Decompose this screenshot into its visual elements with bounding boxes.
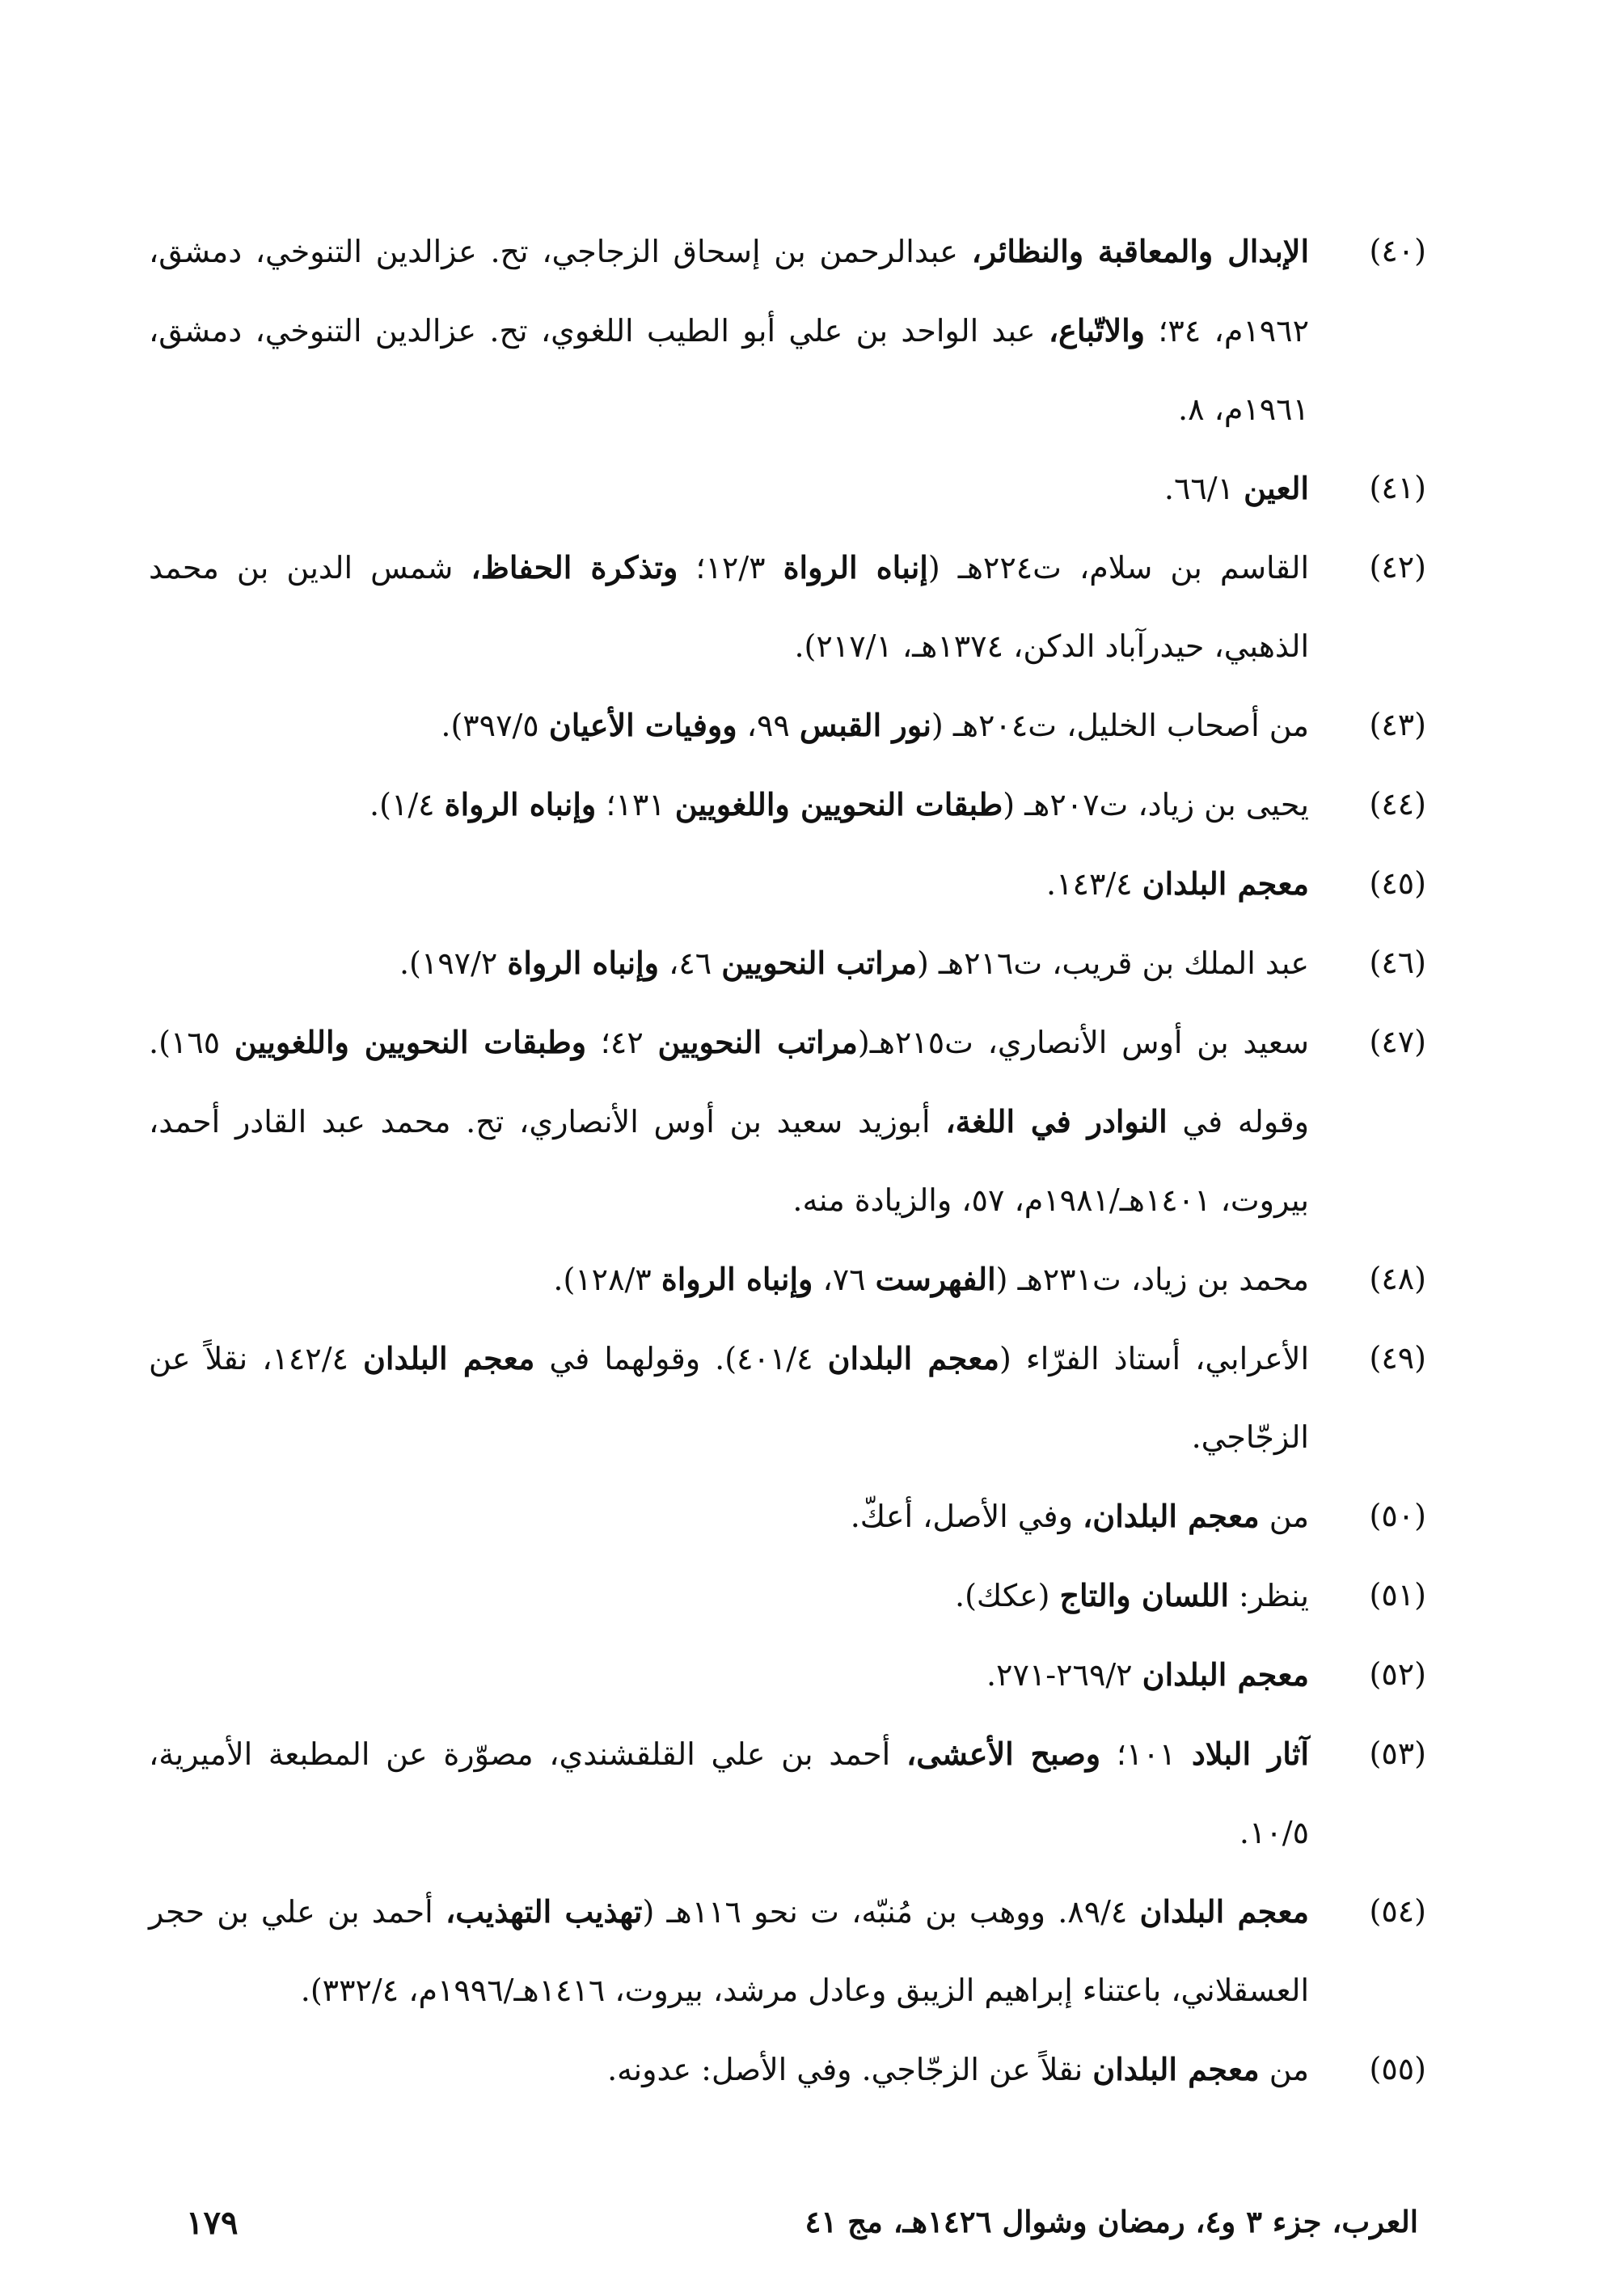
footnote-text [1046, 866, 1309, 902]
footnote-segment: شمس الدين بن محمد الذهبي، حيدرآباد الدكن، ١٣٧٤هـ، ٢١٧/١). [149, 550, 1309, 664]
source-title: مراتب النحويين [657, 1024, 858, 1060]
footnote-segment: ٦٦/١. [1163, 471, 1244, 506]
footnote [149, 2030, 1426, 2109]
footnote-segment: ١٣١؛ [596, 787, 675, 822]
source-title: والاتّباع، [1048, 312, 1146, 349]
source-title: معجم البلدان، [1083, 1498, 1260, 1534]
footnote-number: (٥٢) [1369, 1656, 1426, 1692]
source-title: معجم البلدان [827, 1340, 999, 1376]
source-title: إنباه الرواة [783, 549, 928, 586]
footnote-segment: سعيد بن أوس الأنصاري، ت٢١٥هـ( [857, 1025, 1309, 1060]
footnote-number: (٤٤) [1369, 786, 1426, 822]
page-number: ١٧٩ [186, 2204, 239, 2242]
footnote-segment: ٧٦، [813, 1262, 876, 1297]
footnote-segment: ١٢٨/٣). [553, 1262, 661, 1297]
source-title: وطبقات النحويين واللغويين [234, 1024, 587, 1060]
footnote-segment: وفي الأصل، أعكّ. [850, 1499, 1083, 1534]
footnote-segment: من [1259, 1499, 1309, 1534]
source-title: وإنباه الرواة [507, 945, 659, 981]
footnote-text [1164, 471, 1309, 506]
source-title: معجم البلدان [363, 1340, 535, 1376]
footnote-segment: عبد الواحد بن علي أبو الطيب اللغوي، تح. عزالدين التنوخي، دمشق، ١٩٦١م، ٨. [149, 313, 1309, 427]
footnote-text [149, 234, 1309, 427]
footnote-segment: ١٤٣/٤. [1046, 866, 1142, 902]
footnote [149, 1635, 1426, 1715]
footnote [149, 924, 1426, 1003]
footnote-text [149, 1025, 1309, 1218]
source-title: وصبح الأعشى، [906, 1736, 1101, 1772]
page-footer [186, 2204, 1418, 2252]
footnote-text [149, 1894, 1309, 2008]
footnote-text [399, 945, 1309, 981]
footnote-segment: عبد الملك بن قريب، ت٢١٦هـ ( [917, 945, 1309, 981]
source-title: مراتب النحويين [721, 945, 917, 981]
source-title: وإنباه الرواة [444, 786, 597, 822]
footnote-number: (٤٩) [1369, 1340, 1426, 1376]
source-title: معجم البلدان [1092, 2051, 1260, 2087]
footnote-number: (٤٣) [1369, 707, 1426, 742]
footnote [149, 1003, 1426, 1240]
footnote-segment: ١٠١؛ [1100, 1736, 1192, 1772]
footnote-number: (٤٢) [1369, 549, 1426, 585]
footnote-number: (٤٨) [1369, 1261, 1426, 1296]
footnote-segment: ٤٦، [659, 945, 722, 981]
footnote-text [553, 1262, 1309, 1297]
footnote-text [149, 1341, 1309, 1455]
footnote [149, 844, 1426, 924]
footnote [149, 1477, 1426, 1556]
footnote-segment: ٤٠١/٤). وقولهما في [534, 1341, 828, 1376]
footnote-number: (٥٥) [1369, 2051, 1426, 2087]
footnote [149, 765, 1426, 844]
footnote-number: (٤٦) [1369, 945, 1426, 980]
footnote-text [607, 2052, 1309, 2087]
footnote-text [441, 708, 1309, 743]
footnote-segment: عبدالرحمن بن إسحاق الزجاجي، تح. عزالدين التنوخي، دمشق، ١٩٦٢م، ٣٤؛ [149, 234, 1309, 349]
footnote-text [955, 1578, 1309, 1613]
footnote-segment: يحيى بن زياد، ت٢٠٧هـ ( [1003, 787, 1309, 822]
footnote [149, 1319, 1426, 1477]
footnote-number: (٥١) [1369, 1577, 1426, 1613]
footnote-text [851, 1499, 1309, 1534]
source-title: آثار البلاد [1191, 1736, 1309, 1772]
footnote-text [370, 787, 1309, 822]
footnote-segment: ٩٩، [737, 708, 800, 743]
footnote-segment: ينظر: [1228, 1578, 1309, 1613]
footnote-segment: ٨٩/٤. ووهب بن مُنبّه، ت نحو ١١٦هـ ( [642, 1894, 1140, 1930]
footnote-segment: القاسم بن سلام، ت٢٢٤هـ ( [927, 550, 1309, 586]
source-title: الإبدال والمعاقبة والنظائر، [971, 233, 1310, 269]
footnote-text [149, 1736, 1309, 1850]
footnote [149, 1556, 1426, 1635]
footnote-number: (٤١) [1369, 470, 1426, 505]
footnote-segment: (عكك). [955, 1578, 1060, 1613]
footnotes-list [149, 212, 1426, 2109]
source-title: اللسان والتاج [1059, 1577, 1229, 1613]
journal-issue-line: العرب، جزء ٣ و٤، رمضان وشوال ١٤٢٦هـ، مج ٤١ [804, 2204, 1418, 2239]
source-title: وتذكرة الحفاظ، [471, 549, 678, 586]
footnote [149, 528, 1426, 686]
source-title: الفهرست [875, 1261, 996, 1297]
footnote-number: (٤٠) [1369, 233, 1426, 269]
footnote-segment: أبوزيد سعيد بن أوس الأنصاري، تح. محمد عبد القادر أحمد، بيروت، ١٤٠١هـ/١٩٨١م، ٥٧، والزيادة منه. [149, 1104, 1309, 1218]
footnote-segment: ٣٩٧/٥). [441, 708, 549, 743]
footnote-number: (٤٥) [1369, 865, 1426, 901]
footnote-segment: نقلاً عن الزجّاجي. وفي الأصل: عدونه. [607, 2052, 1093, 2087]
footnote-number: (٥٠) [1369, 1498, 1426, 1533]
source-title: النوادر في اللغة، [945, 1103, 1168, 1140]
footnote [149, 449, 1426, 528]
footnote [149, 212, 1426, 449]
source-title: معجم البلدان [1142, 865, 1309, 902]
footnote-segment: أحمد بن علي القلقشندي، مصوّرة عن المطبعة الأميرية، ١٠/٥. [149, 1736, 1309, 1850]
source-title: معجم البلدان [1142, 1656, 1309, 1693]
footnote-segment: محمد بن زياد، ت٢٣١هـ ( [995, 1262, 1309, 1297]
source-title: تهذيب التهذيب، [445, 1893, 643, 1930]
footnote-segment: ١٦٥). وقوله في [149, 1025, 1310, 1140]
footnote-number: (٥٤) [1369, 1893, 1426, 1929]
footnote-segment: ١٤٢/٤، نقلاً عن الزجّاجي. [149, 1341, 1309, 1455]
footnote-text [149, 550, 1309, 664]
source-title: معجم البلدان [1139, 1893, 1310, 1930]
source-title: العين [1244, 470, 1309, 506]
source-title: وإنباه الرواة [661, 1261, 813, 1297]
footnote-segment: أحمد بن علي بن حجر العسقلاني، باعتناء إبراهيم الزيبق وعادل مرشد، بيروت، ١٤١٦هـ/١٩٩٦م، ٣٣٢/٤). [149, 1894, 1309, 2008]
footnote [149, 686, 1426, 765]
footnote-segment: ١٢/٣؛ [678, 550, 783, 586]
footnote [149, 1872, 1426, 2030]
footnote-number: (٥٣) [1369, 1736, 1426, 1771]
footnote-segment: ١٩٧/٢). [399, 945, 508, 981]
footnote-segment: الأعرابي، أستاذ الفرّاء ( [999, 1341, 1310, 1376]
footnote-number: (٤٧) [1369, 1024, 1426, 1059]
footnote-segment: ٢٦٩/٢-٢٧١. [986, 1657, 1142, 1693]
footnote-segment: من [1259, 2052, 1309, 2087]
footnote-segment: ٤٢؛ [586, 1025, 658, 1060]
footnote-text [986, 1657, 1309, 1693]
footnote-segment: ١/٤). [370, 787, 445, 822]
footnote-segment: من أصحاب الخليل، ت٢٠٤هـ ( [931, 708, 1309, 743]
source-title: طبقات النحويين واللغويين [674, 786, 1003, 822]
source-title: ووفيات الأعيان [548, 707, 737, 743]
source-title: نور القبس [799, 707, 931, 743]
footnote [149, 1715, 1426, 1872]
footnote [149, 1240, 1426, 1319]
